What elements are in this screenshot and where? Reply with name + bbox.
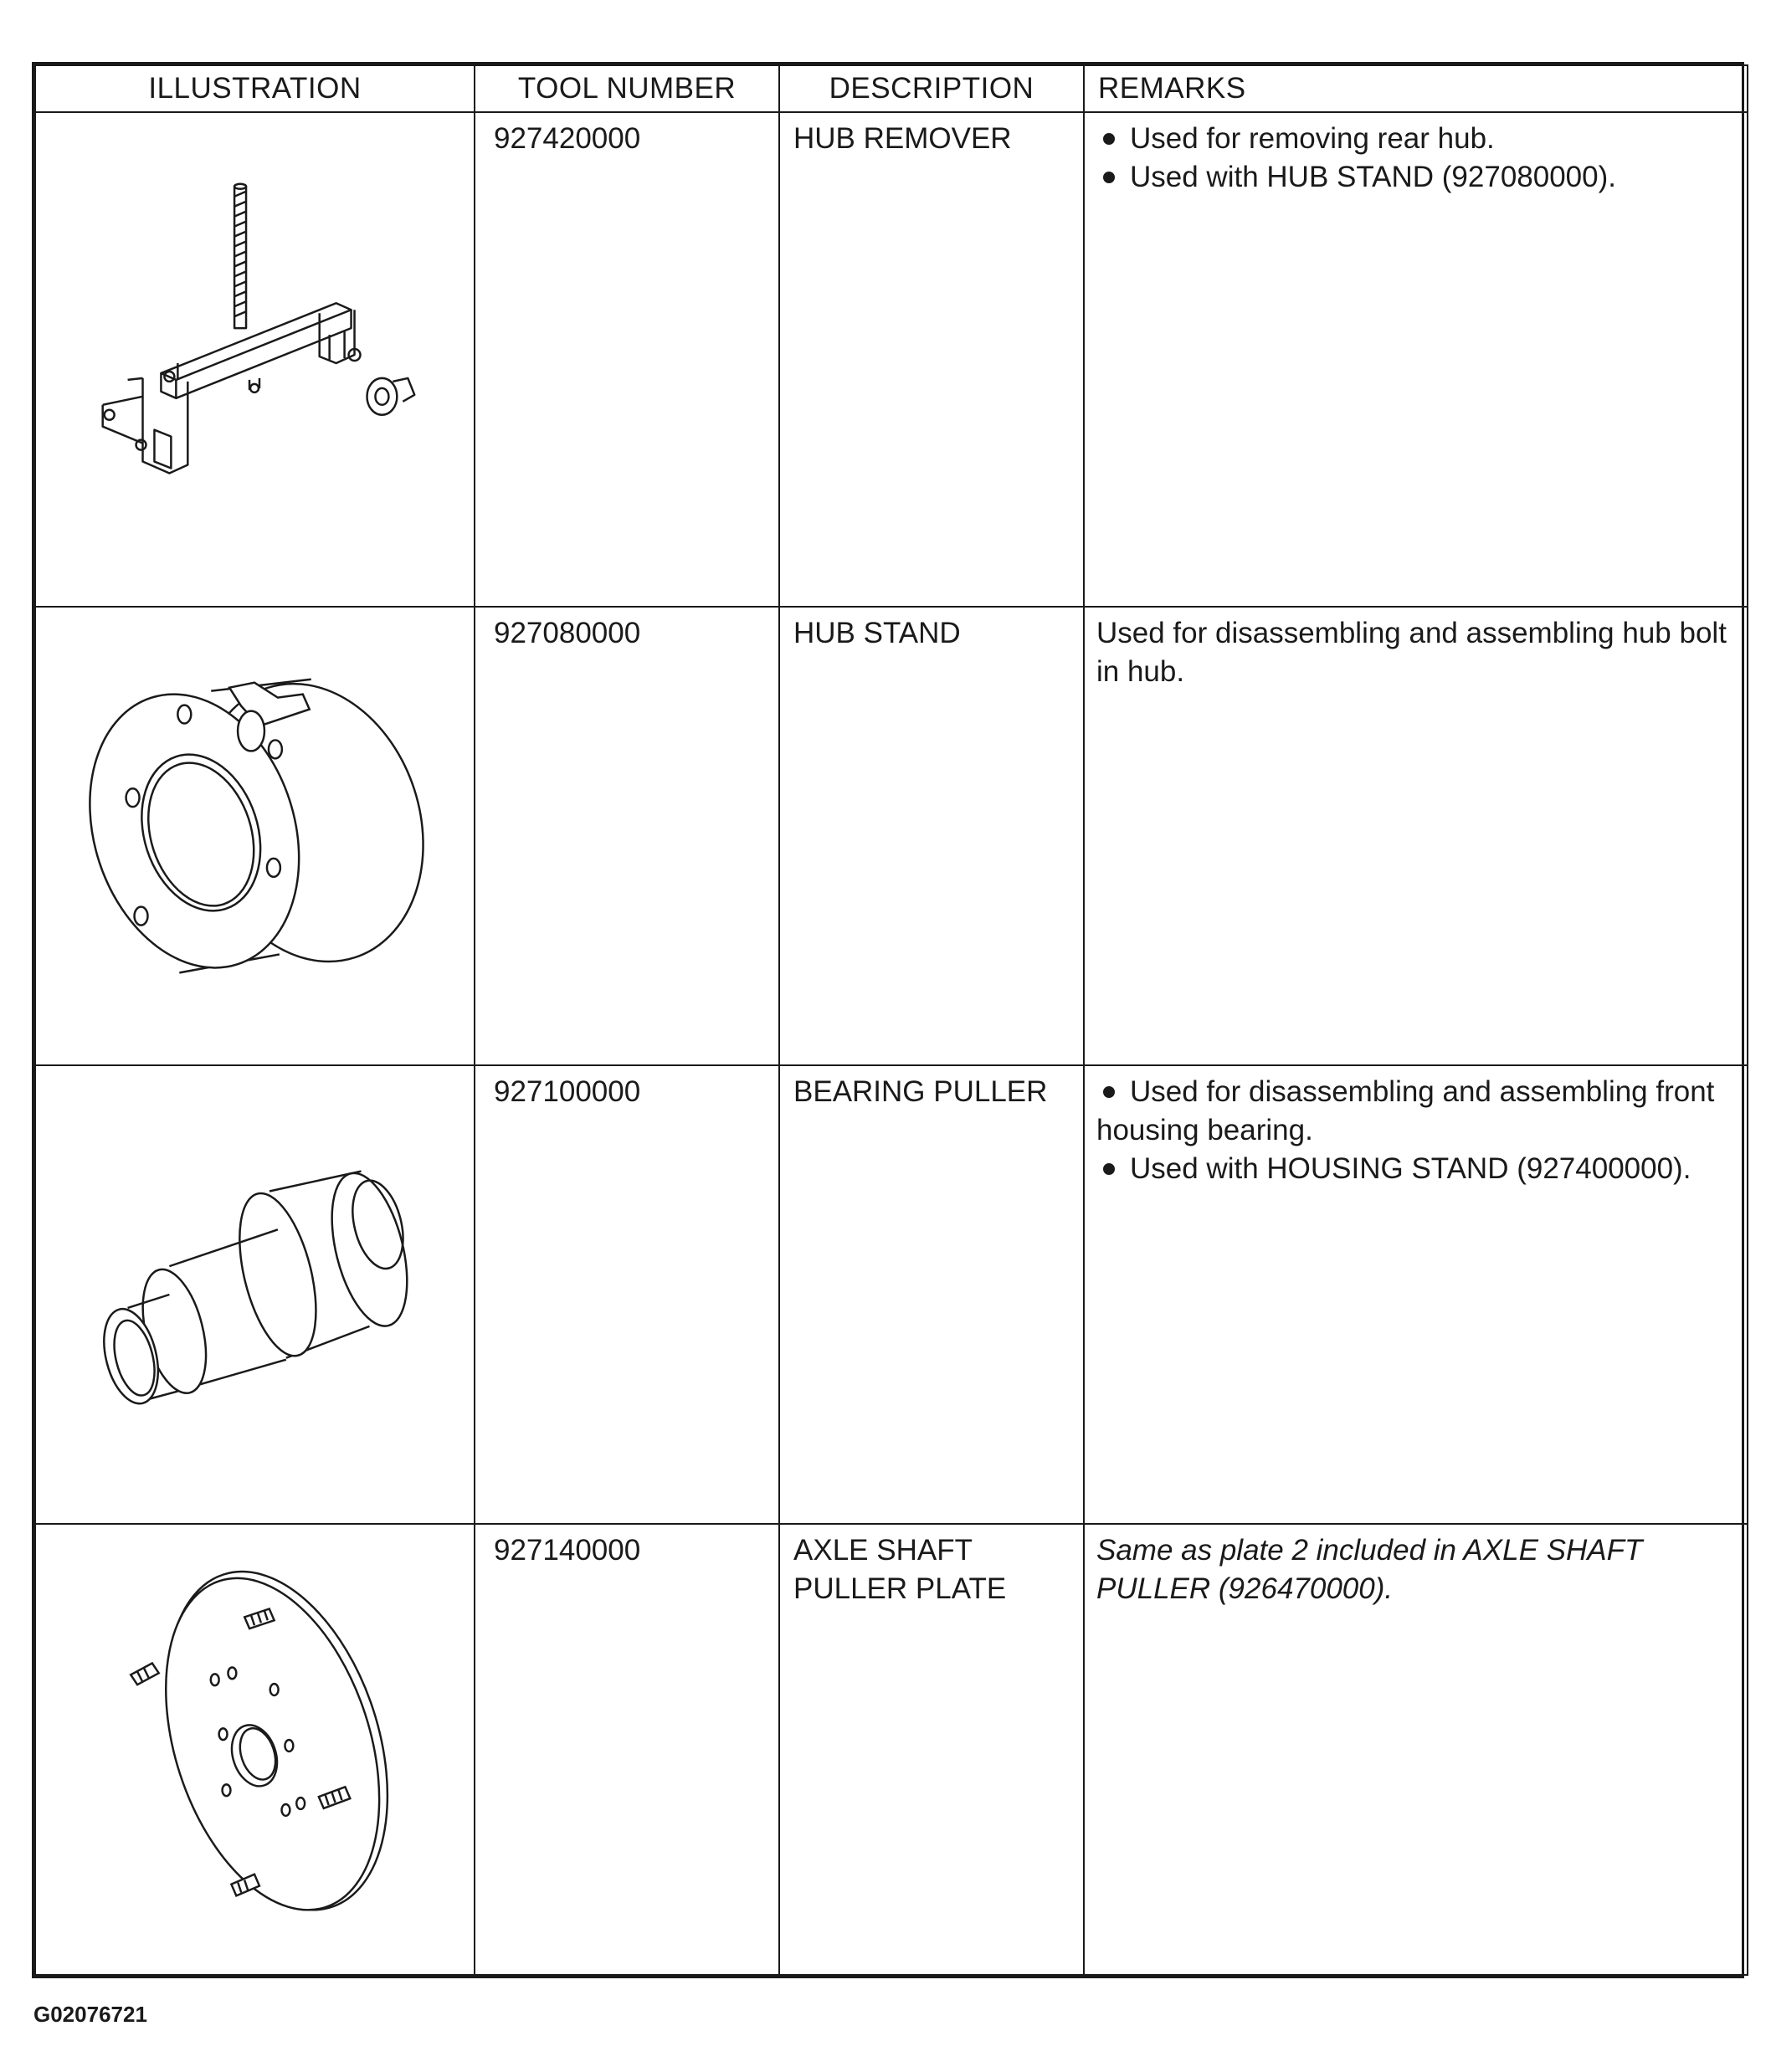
bullet-icon <box>1103 172 1115 183</box>
header-tool-number: TOOL NUMBER <box>475 65 779 112</box>
remark-bullet <box>1096 1073 1735 1150</box>
figure-code: G02076721 <box>33 2002 147 2027</box>
illustration-cell <box>35 1524 475 1975</box>
table-header-row <box>35 65 1748 112</box>
remark-text: Same as plate 2 included in AXLE SHAFT PULLER (926470000). <box>1096 1534 1643 1605</box>
table-row <box>35 607 1748 1065</box>
table-row <box>35 1524 1748 1975</box>
remark-bullet <box>1096 1150 1735 1188</box>
bullet-icon <box>1103 1086 1115 1098</box>
tool-number-cell: 927420000 <box>475 112 779 607</box>
description-cell: HUB STAND <box>779 607 1084 1065</box>
axle-shaft-puller-plate-icon <box>36 1525 474 1974</box>
bearing-puller-icon <box>36 1066 474 1523</box>
remark-text: Used for disassembling and assembling front housing bearing. <box>1096 1075 1715 1146</box>
remarks-cell <box>1084 1524 1748 1975</box>
table-row <box>35 1065 1748 1524</box>
description-line: AXLE SHAFT <box>793 1534 973 1567</box>
header-illustration: ILLUSTRATION <box>35 65 475 112</box>
remark-text: Used for removing rear hub. <box>1130 122 1495 155</box>
table-row <box>35 112 1748 607</box>
hub-remover-icon <box>36 113 474 606</box>
remarks-cell <box>1084 1065 1748 1524</box>
remarks-cell <box>1084 607 1748 1065</box>
tool-number-cell: 927100000 <box>475 1065 779 1524</box>
description-cell: HUB REMOVER <box>779 112 1084 607</box>
remarks-cell <box>1084 112 1748 607</box>
bullet-icon <box>1103 1163 1115 1175</box>
remark-text: Used for disassembling and assembling hub bolt in hub. <box>1096 617 1727 688</box>
remark-bullet <box>1096 120 1735 158</box>
bullet-icon <box>1103 133 1115 145</box>
hub-stand-icon <box>36 608 474 1064</box>
header-description: DESCRIPTION <box>779 65 1084 112</box>
illustration-cell <box>35 607 475 1065</box>
illustration-cell <box>35 1065 475 1524</box>
illustration-cell <box>35 112 475 607</box>
description-line: PULLER PLATE <box>793 1572 1007 1605</box>
remark-text: Used with HOUSING STAND (927400000). <box>1130 1152 1691 1185</box>
special-tools-table <box>32 62 1744 1978</box>
remark-text: Used with HUB STAND (927080000). <box>1130 161 1616 193</box>
header-remarks: REMARKS <box>1084 65 1748 112</box>
description-cell: BEARING PULLER <box>779 1065 1084 1524</box>
remark-bullet <box>1096 158 1735 197</box>
tool-number-cell: 927140000 <box>475 1524 779 1975</box>
tool-number-cell: 927080000 <box>475 607 779 1065</box>
description-cell <box>779 1524 1084 1975</box>
